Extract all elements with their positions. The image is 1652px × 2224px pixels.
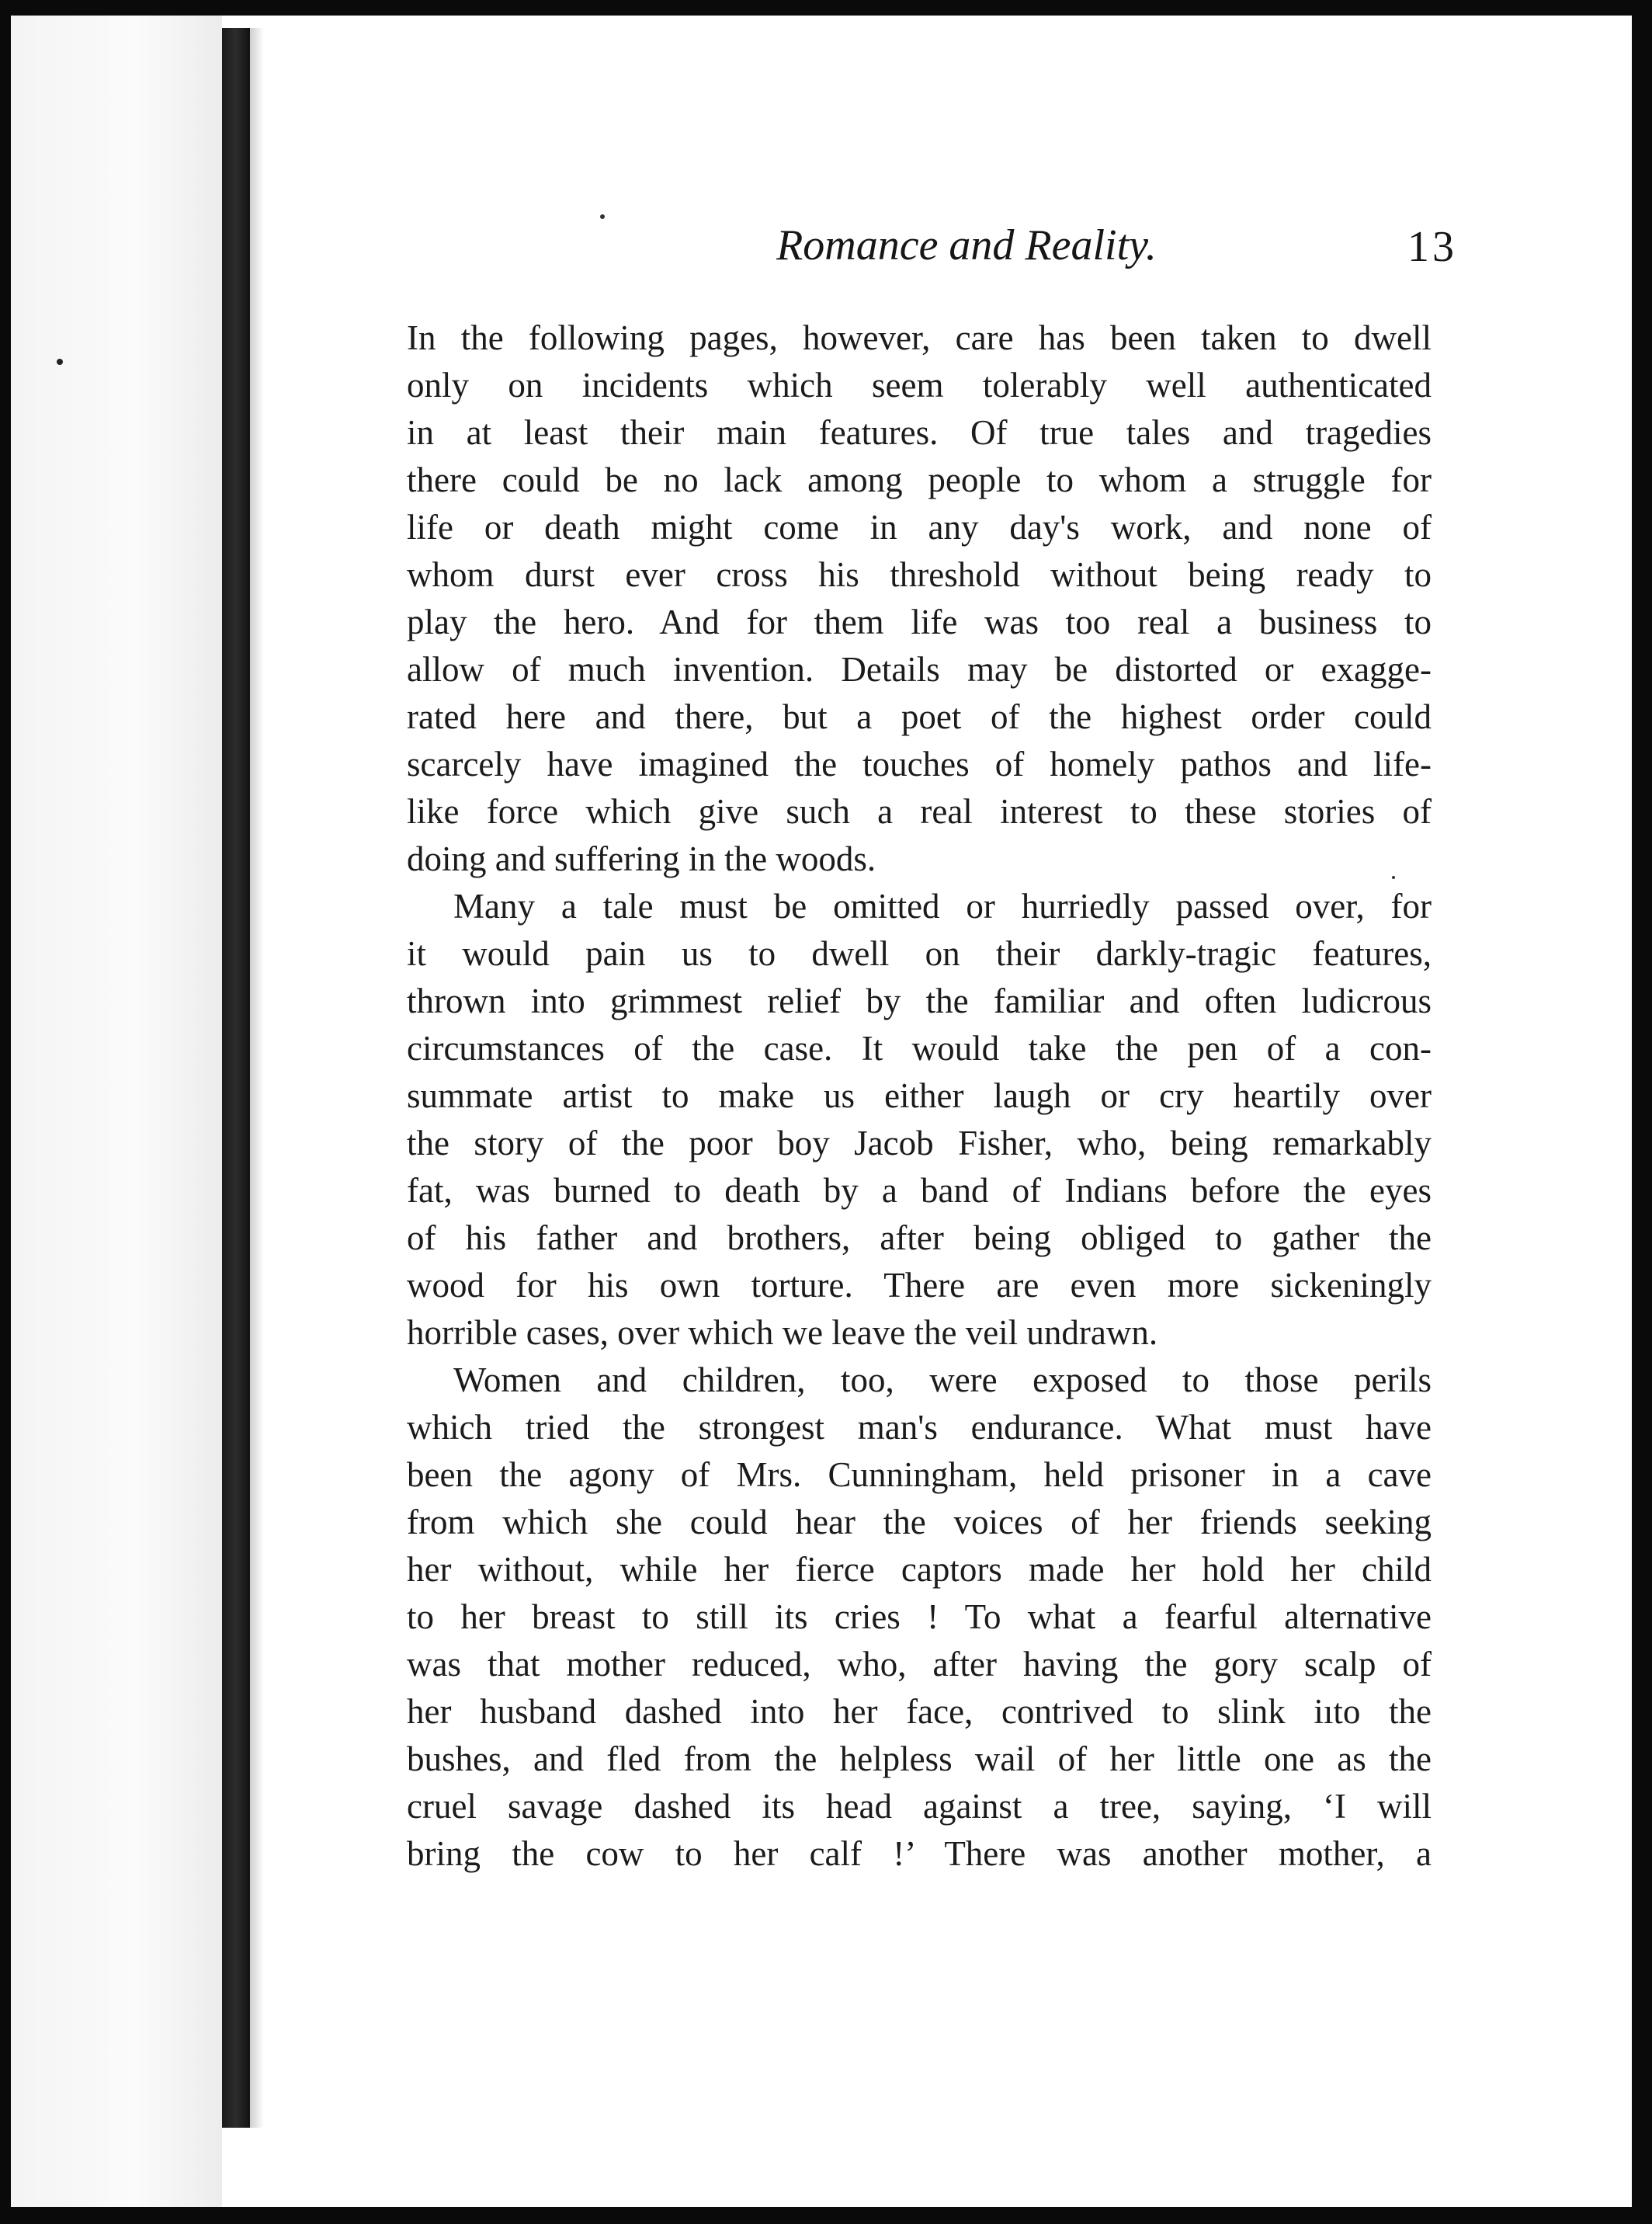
text-line: her without, while her fierce captors made her hold her child xyxy=(407,1550,1432,1589)
text-line: play the hero. And for them life was too real a business to xyxy=(407,603,1432,641)
text-line: scarcely have imagined the touches of homely pathos and life- xyxy=(407,745,1432,784)
text-line: it would pain us to dwell on their darkly-tragic features, xyxy=(407,934,1432,973)
running-head: Romance and Reality. xyxy=(776,221,1157,269)
scan-border-left xyxy=(0,0,11,2224)
text-line: allow of much invention. Details may be distorted or exagge- xyxy=(407,650,1432,689)
text-line: thrown into grimmest relief by the familiar and often ludicrous xyxy=(407,982,1432,1020)
text-line: cruel savage dashed its head against a tree, saying, ‘I will xyxy=(407,1787,1432,1826)
paragraph xyxy=(407,314,1432,883)
text-line: rated here and there, but a poet of the highest order could xyxy=(407,697,1432,736)
text-line: her husband dashed into her face, contrived to slink iıto the xyxy=(407,1692,1432,1731)
book-gutter xyxy=(222,28,250,2128)
text-line: in at least their main features. Of true tales and tragedies xyxy=(407,413,1432,452)
text-line: circumstances of the case. It would take the pen of a con- xyxy=(407,1029,1432,1068)
text-line: In the following pages, however, care has been taken to dwell xyxy=(407,318,1432,357)
text-line: fat, was burned to death by a band of Indians before the eyes xyxy=(407,1171,1432,1210)
text-line: doing and suffering in the woods. xyxy=(407,839,876,878)
paragraph xyxy=(407,883,1432,1357)
text-line: life or death might come in any day's work, and none of xyxy=(407,508,1432,547)
text-line: of his father and brothers, after being obliged to gather the xyxy=(407,1218,1432,1257)
text-line: bring the cow to her calf !’ There was another mother, a xyxy=(407,1834,1432,1873)
page-header xyxy=(0,0,1652,295)
previous-page-edge xyxy=(11,16,222,2207)
text-line: only on incidents which seem tolerably well authenticated xyxy=(407,366,1432,405)
scan-border-bottom xyxy=(0,2207,1652,2224)
text-line: summate artist to make us either laugh or cry heartily over xyxy=(407,1076,1432,1115)
page-number: 13 xyxy=(1407,223,1457,271)
text-line: horrible cases, over which we leave the veil undrawn. xyxy=(407,1313,1158,1352)
gutter-shadow xyxy=(250,28,264,2128)
text-line: been the agony of Mrs. Cunningham, held prisoner in a cave xyxy=(407,1455,1432,1494)
ink-speck xyxy=(57,359,63,365)
text-line: Many a tale must be omitted or hurriedly passed over, for xyxy=(453,887,1432,926)
text-line: which tried the strongest man's endurance. What must have xyxy=(407,1408,1432,1447)
text-line: was that mother reduced, who, after having the gory scalp of xyxy=(407,1645,1432,1684)
text-line: the story of the poor boy Jacob Fisher, who, being remarkably xyxy=(407,1124,1432,1162)
text-line: from which she could hear the voices of her friends seeking xyxy=(407,1503,1432,1541)
text-line: whom durst ever cross his threshold without being ready to xyxy=(407,555,1432,594)
text-line: there could be no lack among people to whom a struggle for xyxy=(407,460,1432,499)
text-line: bushes, and fled from the helpless wail of her little one as the xyxy=(407,1739,1432,1778)
scan-border-right xyxy=(1632,0,1652,2224)
text-line: Women and children, too, were exposed to those perils xyxy=(453,1360,1432,1399)
text-line: like force which give such a real interest to these stories of xyxy=(407,792,1432,831)
body-text xyxy=(407,314,1432,1878)
text-line: to her breast to still its cries ! To what a fearful alternative xyxy=(407,1597,1432,1636)
text-line: wood for his own torture. There are even more sickeningly xyxy=(407,1266,1432,1305)
paragraph xyxy=(407,1357,1432,1878)
